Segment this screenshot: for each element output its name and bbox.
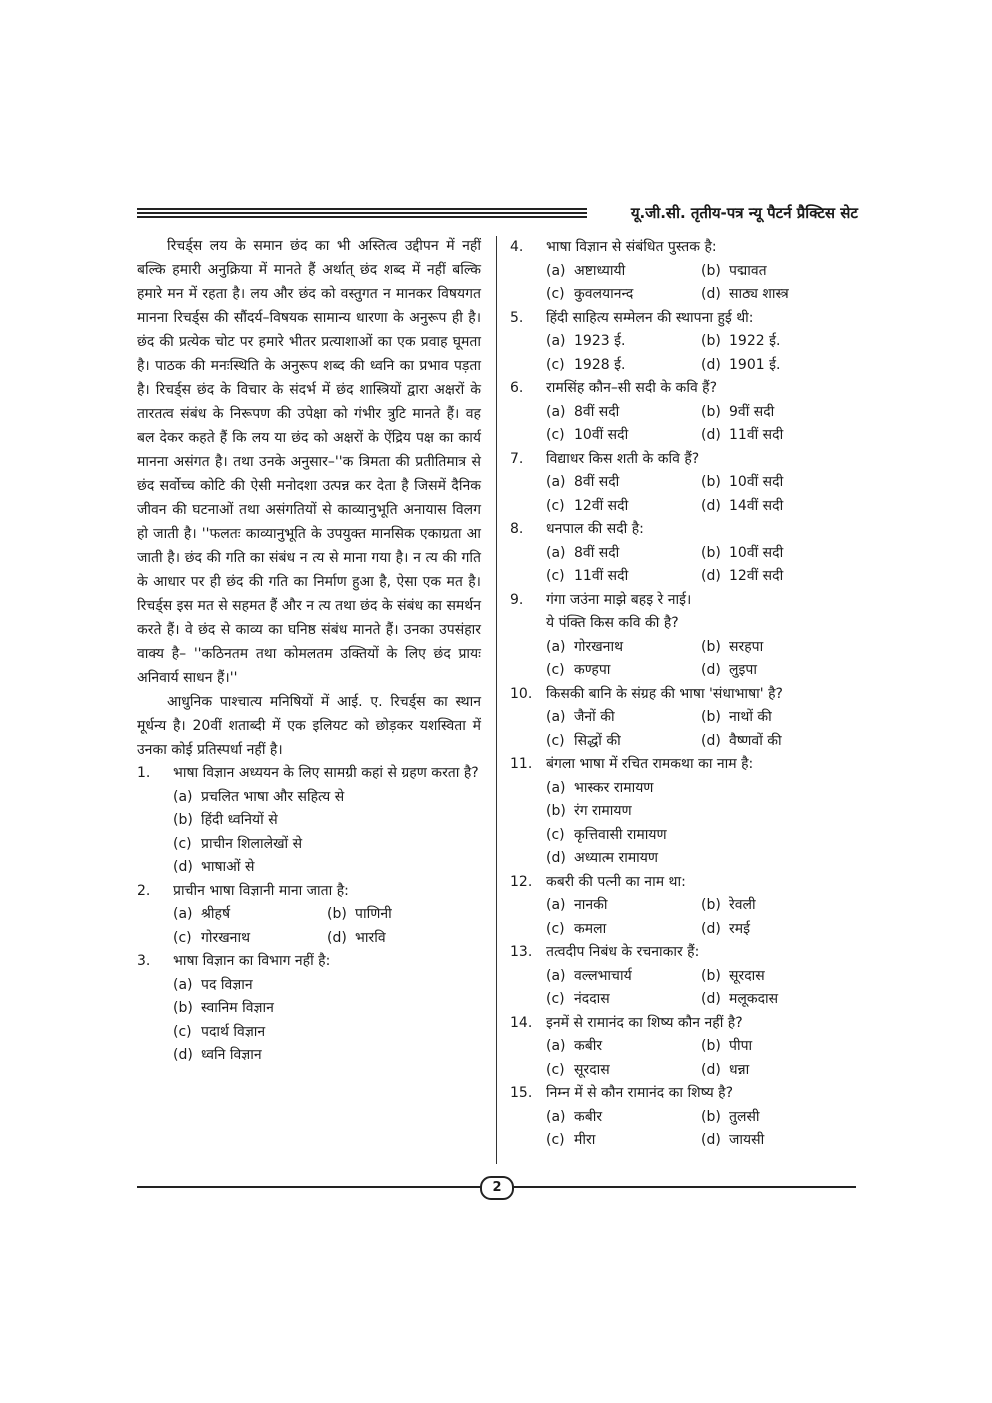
- option-c: (c) कण्हपा: [546, 662, 611, 678]
- question-6: 6. रामसिंह कौन–सी सदी के कवि हैं? (a) 8वीं सदी (b) 9वीं सदी (c) 10वीं सदी (d) 11वीं सदी: [510, 377, 856, 448]
- option-c: (c) पदार्थ विज्ञान: [173, 1023, 266, 1040]
- option-b: (b) 9वीं सदी: [701, 403, 775, 420]
- option-d: (d) साठ्य शास्त्र: [701, 286, 789, 302]
- left-column: [137, 234, 481, 1068]
- question-number: 2.: [137, 882, 151, 899]
- question-8: 8. धनपाल की सदी है: (a) 8वीं सदी (b) 10वीं सदी (c) 11वीं सदी (d) 12वीं सदी: [510, 518, 856, 589]
- option-b: (b) सरहपा: [701, 638, 764, 655]
- option-d: (d) रमई: [701, 920, 750, 937]
- option-c: (c) कमला: [546, 920, 607, 937]
- option-c: (c) 10वीं सदी: [546, 427, 629, 443]
- option-c: (c) सूरदास: [546, 1061, 610, 1078]
- option-a: (a) भास्कर रामायण: [546, 779, 654, 796]
- header-rule: [137, 208, 587, 218]
- option-b: (b) पीपा: [701, 1038, 753, 1054]
- option-d: (d) अध्यात्म रामायण: [546, 850, 659, 866]
- option-a: (a) श्रीहर्ष: [173, 906, 231, 922]
- passage-paragraph-2: आधुनिक पाश्चात्य मनिषियों में आई. ए. रिचर्ड्स का स्थान मूर्धन्य है। 20वीं शताब्दी में एक इलियट को छोड़कर यशस्विता में उनका कोई प्रतिस्पर्धा नहीं है।: [137, 694, 481, 758]
- question-number: 1.: [137, 765, 151, 781]
- option-d: (d) मलूकदास: [701, 991, 779, 1007]
- option-b: (b) तुलसी: [701, 1108, 760, 1125]
- question-7: 7. विद्याधर किस शती के कवि हैं? (a) 8वीं सदी (b) 10वीं सदी (c) 12वीं सदी (d) 14वीं सदी: [510, 448, 856, 519]
- question-14: 14. इनमें से रामानंद का शिष्य कौन नहीं है? (a) कबीर (b) पीपा (c) सूरदास (d) धन्ना: [510, 1012, 856, 1083]
- question-9: 9. गंगा जउंना माझे बहइ रे नाई। ये पंक्ति किस कवि की है? (a) गोरखनाथ (b) सरहपा (c) कण्हपा (d) लुइपा: [510, 589, 856, 683]
- option-d: (d) लुइपा: [701, 662, 757, 678]
- option-b: (b) पाणिनी: [327, 906, 392, 922]
- option-a: (a) 8वीं सदी: [546, 403, 620, 420]
- option-c: (c) सिद्धों की: [546, 732, 621, 749]
- question-number: 3.: [137, 953, 151, 969]
- question-text: भाषा विज्ञान अध्ययन के लिए सामग्री कहां से ग्रहण करता है?: [173, 765, 479, 781]
- option-a: (a) 8वीं सदी: [546, 544, 620, 561]
- option-a: (a) 8वीं सदी: [546, 474, 620, 490]
- option-b: (b) नाथों की: [701, 709, 772, 725]
- option-b: (b) स्वानिम विज्ञान: [173, 1000, 274, 1016]
- passage-paragraph-1: रिचर्ड्स लय के समान छंद का भी अस्तित्व उद्दीपन में नहीं बल्कि हमारी अनुक्रिया में मानते हैं अर्थात् छंद शब्द में नहीं बल्कि हमारे मन में रहता है। लय और छंद को वस्तुगत न मानकर विषयगत मानना रिचर्ड्स की सौंदर्य–विषयक सामान्य धारणा के अनुरूप ही है। छंद की प्रत्येक चोट पर हमारे भीतर प्रत्याशाओं का एक प्रवाह घूमता है। पाठक की मनःस्थिति के अनुरूप शब्द की ध्वनि का प्रभाव पड़ता है। रिचर्ड्स छंद के विचार के संदर्भ में छंद शास्त्रियों द्वारा अक्षरों के तारतत्व संबंध के निरूपण की उपेक्षा को गंभीर त्रुटि मानते हैं। वह बल देकर कहते हैं कि लय या छंद को अक्षरों के ऐंद्रिय पक्ष का कार्य मानना असंगत है। तथा उनके अनुसार–''क त्रिमता की प्रतीतिमात्र से छंद सर्वोच्च कोटि की ऐसी मनोदशा उत्पन्न कर देता है जिसमें दैनिक जीवन की घटनाओं तथा असंगतियों से काव्यानुभूति अनायास विलग हो जाती है। ''फलतः काव्यानुभूति के उपयुक्त मानसिक एकाग्रता आ जाती है। छंद की गति का संबंध न त्य से माना गया है। न त्य की गति के आधार पर ही छंद की गति का निर्माण हुआ है, ऐसा एक मत है। रिचर्ड्स इस मत से सहमत हैं और न त्य तथा छंद के संबंध का समर्थन करते हैं। वे छंद से काव्य का घनिष्ठ संबंध मानते हैं। उनका उपसंहार वाक्य है– ''कठिनतम तथा कोमलतम उक्तियों के लिए छंद प्रायः अनिवार्य साधन हैं।'': [137, 238, 481, 686]
- page-number: 2: [480, 1176, 514, 1200]
- question-1: [137, 762, 481, 880]
- option-d: (d) भारवि: [327, 929, 386, 946]
- option-b: (b) 10वीं सदी: [701, 544, 784, 561]
- option-a: (a) नानकी: [546, 897, 608, 913]
- option-c: (c) 1928 ई.: [546, 356, 626, 373]
- option-b: (b) रंग रामायण: [546, 803, 632, 819]
- question-11: 11. बंगला भाषा में रचित रामकथा का नाम है: (a) भास्कर रामायण (b) रंग रामायण (c) कृत्तिवासी रामायण (d) अध्यात्म रामायण: [510, 753, 856, 871]
- question-15: 15. निम्न में से कौन रामानंद का शिष्य है? (a) कबीर (b) तुलसी (c) मीरा (d) जायसी: [510, 1082, 856, 1153]
- option-c: (c) प्राचीन शिलालेखों से: [173, 835, 303, 852]
- right-column: [510, 236, 856, 1153]
- option-d: (d) जायसी: [701, 1132, 765, 1148]
- option-d: (d) ध्वनि विज्ञान: [173, 1047, 262, 1063]
- option-d: (d) भाषाओं से: [173, 859, 255, 875]
- option-b: (b) हिंदी ध्वनियों से: [173, 812, 278, 828]
- question-text: भाषा विज्ञान का विभाग नहीं है:: [173, 953, 331, 969]
- option-a: (a) प्रचलित भाषा और सहित्य से: [173, 788, 345, 805]
- option-b: (b) पद्मावत: [701, 262, 767, 279]
- question-12: 12. कबरी की पत्नी का नाम था: (a) नानकी (b) रेवली (c) कमला (d) रमई: [510, 871, 856, 942]
- option-c: (c) गोरखनाथ: [173, 929, 251, 946]
- option-a: (a) जैनों की: [546, 709, 615, 725]
- option-d: (d) 12वीं सदी: [701, 568, 784, 584]
- question-3: [137, 950, 481, 1068]
- option-d: (d) वैष्णवों की: [701, 732, 782, 749]
- option-c: (c) कुवलयानन्द: [546, 286, 634, 302]
- option-a: (a) कबीर: [546, 1108, 603, 1125]
- question-2: [137, 880, 481, 951]
- option-c: (c) नंददास: [546, 991, 610, 1007]
- option-a: (a) अष्टाध्यायी: [546, 262, 626, 279]
- question-10: 10. किसकी बानि के संग्रह की भाषा 'संधाभाषा' है? (a) जैनों की (b) नाथों की (c) सिद्धों की (d) वैष्णवों की: [510, 683, 856, 754]
- option-c: (c) 11वीं सदी: [546, 568, 629, 584]
- question-text: प्राचीन भाषा विज्ञानी माना जाता है:: [173, 882, 349, 899]
- option-b: (b) 1922 ई.: [701, 333, 781, 349]
- option-a: (a) 1923 ई.: [546, 333, 626, 349]
- option-a: (a) वल्लभाचार्य: [546, 967, 632, 984]
- option-a: (a) गोरखनाथ: [546, 638, 624, 655]
- option-d: (d) 14वीं सदी: [701, 497, 784, 514]
- question-4: 4. भाषा विज्ञान से संबंधित पुस्तक है: (a) अष्टाध्यायी (b) पद्मावत (c) कुवलयानन्द (d) साठ्य शास्त्र: [510, 236, 856, 307]
- option-b: (b) रेवली: [701, 897, 756, 913]
- page-header-title: यू.जी.सी. तृतीय-पत्र न्यू पैटर्न प्रैक्टिस सेट: [630, 204, 858, 222]
- option-c: (c) 12वीं सदी: [546, 497, 629, 514]
- option-c: (c) मीरा: [546, 1132, 596, 1148]
- question-5: 5. हिंदी साहित्य सम्मेलन की स्थापना हुई थी: (a) 1923 ई. (b) 1922 ई. (c) 1928 ई. (d) 1901 ई.: [510, 307, 856, 378]
- column-divider: [496, 236, 497, 1164]
- option-b: (b) 10वीं सदी: [701, 474, 784, 490]
- option-b: (b) सूरदास: [701, 967, 765, 984]
- question-13: 13. तत्वदीप निबंध के रचनाकार हैं: (a) वल्लभाचार्य (b) सूरदास (c) नंददास (d) मलूकदास: [510, 941, 856, 1012]
- option-a: (a) कबीर: [546, 1038, 603, 1054]
- option-d: (d) 11वीं सदी: [701, 427, 784, 443]
- option-d: (d) धन्ना: [701, 1061, 750, 1078]
- option-d: (d) 1901 ई.: [701, 356, 781, 373]
- option-a: (a) पद विज्ञान: [173, 976, 253, 993]
- option-c: (c) कृत्तिवासी रामायण: [546, 826, 667, 843]
